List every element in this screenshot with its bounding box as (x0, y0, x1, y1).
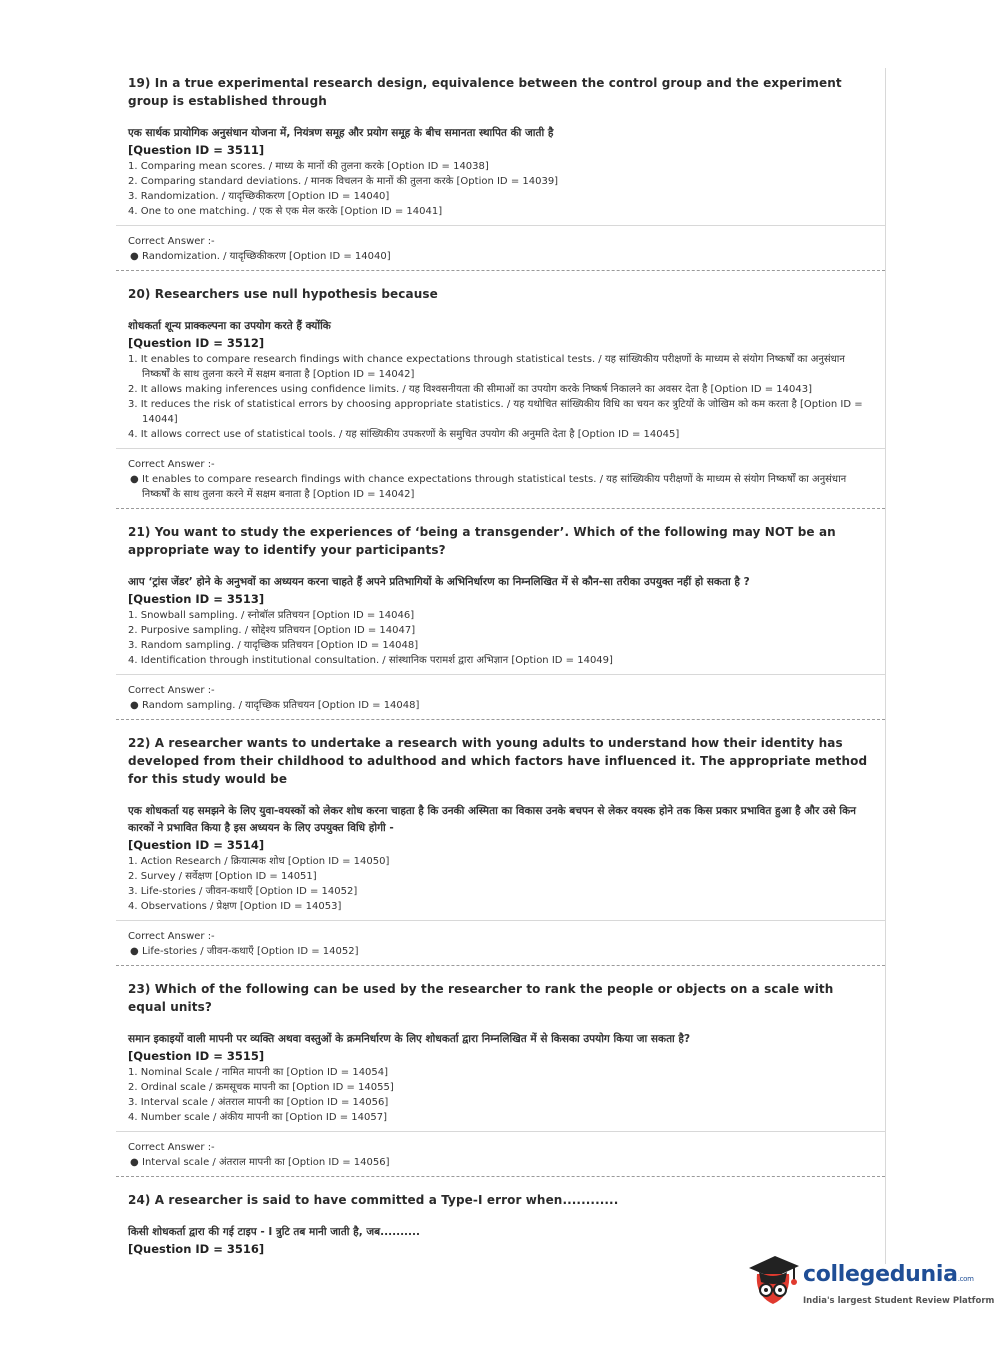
option-item: 4. It allows correct use of statistical tools. / यह सांख्यिकीय उपकरणों के समुचित उपयोग की अनुमति देता है [Option ID = 14045] (128, 429, 680, 440)
collegedunia-logo (745, 1252, 995, 1312)
option-item: 1. It enables to compare research findings with chance expectations through statistical tests. / यह सांख्यिकीय परीक्षणों के माध्यम से संयोग निष्कर्षों का अनुसंधान निष्कर्षों के साथ तुलना करने में सक्षम बनाता है [Option ID = 14042] (128, 354, 845, 380)
question-hindi: समान इकाइयों वाली मापनी पर व्यक्ति अथवा वस्तुओं के क्रमनिर्धारण के लिए शोधकर्ता द्वारा निम्नलिखित में से किसका उपयोग किया जा सकता है? (128, 1033, 691, 1045)
logo-suffix: .com (957, 1275, 974, 1283)
logo-tagline: India's largest Student Review Platform (803, 1296, 995, 1306)
correct-answer-text: Life-stories / जीवन-कथाएँ [Option ID = 14052] (142, 946, 359, 957)
question-id: [Question ID = 3512] (128, 336, 265, 350)
correct-answer-section (116, 920, 885, 965)
correct-answer-text: It enables to compare research findings with chance expectations through statistical tests. / यह सांख्यिकीय परीक्षणों के माध्यम से संयोग निष्कर्षों का अनुसंधान निष्कर्षों के साथ तुलना करने में सक्षम बनाता है [Option ID = 14042] (142, 474, 847, 500)
correct-answer-section (116, 225, 885, 270)
question-id: [Question ID = 3516] (128, 1242, 265, 1256)
bullet-icon: ● (130, 946, 139, 957)
options-list (128, 608, 875, 668)
question-paper (116, 68, 886, 1264)
question-id: [Question ID = 3515] (128, 1049, 265, 1063)
option-item: 3. Interval scale / अंतराल मापनी का [Option ID = 14056] (128, 1097, 389, 1108)
option-item: 4. Number scale / अंकीय मापनी का [Option ID = 14057] (128, 1112, 388, 1123)
correct-answer-label: Correct Answer :- (128, 236, 215, 247)
option-item: 3. It reduces the risk of statistical errors by choosing appropriate statistics. / यह यथोचित सांख्यिकीय विधि का चयन कर त्रुटियों के जोखिम को कम करता है [Option ID = 14044] (128, 399, 863, 425)
correct-answer-label: Correct Answer :- (128, 931, 215, 942)
option-item: 3. Randomization. / यादृच्छिकीकरण [Option ID = 14040] (128, 191, 390, 202)
question-22 (116, 720, 886, 966)
mascot-icon (745, 1252, 801, 1310)
question-title: 24) A researcher is said to have committed a Type-I error when............ (128, 1193, 619, 1207)
option-item: 2. Comparing standard deviations. / मानक विचलन के मानों की तुलना करके [Option ID = 14039] (128, 176, 559, 187)
question-id: [Question ID = 3511] (128, 143, 265, 157)
option-item: 2. Survey / सर्वेक्षण [Option ID = 14051] (128, 871, 317, 882)
option-item: 4. Observations / प्रेक्षण [Option ID = 14053] (128, 901, 342, 912)
option-item: 1. Nominal Scale / नामित मापनी का [Option ID = 14054] (128, 1067, 389, 1078)
correct-answer-text: Randomization. / यादृच्छिकीकरण [Option ID = 14040] (142, 251, 391, 262)
question-title: 23) Which of the following can be used by the researcher to rank the people or objects on a scale with equal units? (128, 982, 834, 1014)
question-hindi: एक सार्थक प्रायोगिक अनुसंधान योजना में, नियंत्रण समूह और प्रयोग समूह के बीच समानता स्थापित की जाती है (128, 127, 554, 139)
question-title: 19) In a true experimental research design, equivalence between the control group and the experiment group is established through (128, 76, 842, 108)
logo-name: collegedunia (803, 1262, 958, 1287)
question-24 (116, 1177, 886, 1264)
option-item: 4. One to one matching. / एक से एक मेल करके [Option ID = 14041] (128, 206, 443, 217)
options-list (128, 159, 875, 219)
option-item: 3. Random sampling. / यादृच्छिक प्रतिचयन [Option ID = 14048] (128, 640, 419, 651)
bullet-icon: ● (130, 1157, 139, 1168)
correct-answer (128, 698, 875, 713)
question-20 (116, 271, 886, 509)
bullet-icon: ● (130, 474, 139, 485)
question-hindi: किसी शोधकर्ता द्वारा की गई टाइप - I त्रुटि तब मानी जाती है, जब.......... (128, 1226, 421, 1238)
option-item: 1. Comparing mean scores. / माध्य के मानों की तुलना करके [Option ID = 14038] (128, 161, 489, 172)
correct-answer-text: Random sampling. / यादृच्छिक प्रतिचयन [Option ID = 14048] (142, 700, 420, 711)
correct-answer (128, 1155, 875, 1170)
option-item: 2. It allows making inferences using confidence limits. / यह विश्वसनीयता की सीमाओं का उपयोग करके निष्कर्ष निकालने का अवसर देता है [Option ID = 14043] (128, 384, 813, 395)
correct-answer-label: Correct Answer :- (128, 685, 215, 696)
bullet-icon: ● (130, 251, 139, 262)
question-id: [Question ID = 3514] (128, 838, 265, 852)
question-title: 20) Researchers use null hypothesis because (128, 287, 438, 301)
options-list (128, 352, 875, 442)
option-item: 2. Purposive sampling. / सोद्देश्य प्रतिचयन [Option ID = 14047] (128, 625, 416, 636)
correct-answer-section (116, 674, 885, 719)
correct-answer (128, 944, 875, 959)
correct-answer-section (116, 448, 885, 508)
correct-answer-section (116, 1131, 885, 1176)
bullet-icon: ● (130, 700, 139, 711)
question-23 (116, 966, 886, 1177)
options-list (128, 854, 875, 914)
option-item: 1. Action Research / क्रियात्मक शोध [Option ID = 14050] (128, 856, 390, 867)
question-hindi: एक शोधकर्ता यह समझने के लिए युवा-वयस्कों को लेकर शोध करना चाहता है कि उनकी अस्मिता का विकास उनके बचपन से लेकर वयस्क होने तक किस प्रकार प्रभावित हुआ है और उसे किन कारकों ने प्रभावित किया है इस अध्ययन के लिए उपयुक्त विधि होगी - (128, 805, 857, 834)
correct-answer-label: Correct Answer :- (128, 459, 215, 470)
question-hindi: आप ‘ट्रांस जेंडर’ होने के अनुभवों का अध्ययन करना चाहते हैं अपने प्रतिभागियों के अभिनिर्धारण का निम्नलिखित में से कौन-सा तरीका उपयुक्त नहीं हो सकता है ? (128, 576, 750, 588)
question-id: [Question ID = 3513] (128, 592, 265, 606)
question-title: 21) You want to study the experiences of ‘being a transgender’. Which of the following may NOT be an appropriate way to identify your participants? (128, 525, 836, 557)
correct-answer (128, 472, 875, 502)
logo-wordmark (803, 1262, 974, 1287)
correct-answer-text: Interval scale / अंतराल मापनी का [Option ID = 14056] (142, 1157, 390, 1168)
question-19 (116, 68, 886, 271)
option-item: 4. Identification through institutional consultation. / सांस्थानिक परामर्श द्वारा अभिज्ञान [Option ID = 14049] (128, 655, 613, 666)
option-item: 2. Ordinal scale / क्रमसूचक मापनी का [Option ID = 14055] (128, 1082, 394, 1093)
option-item: 1. Snowball sampling. / स्नोबॉल प्रतिचयन [Option ID = 14046] (128, 610, 415, 621)
question-title: 22) A researcher wants to undertake a research with young adults to understand how their identity has developed from their childhood to adulthood and which factors have influenced it. The appropriate method for this study would be (128, 736, 868, 786)
options-list (128, 1065, 875, 1125)
question-hindi: शोधकर्ता शून्य प्राक्कल्पना का उपयोग करते हैं क्योंकि (128, 320, 331, 332)
correct-answer-label: Correct Answer :- (128, 1142, 215, 1153)
question-21 (116, 509, 886, 720)
option-item: 3. Life-stories / जीवन-कथाएँ [Option ID = 14052] (128, 886, 358, 897)
correct-answer (128, 249, 875, 264)
